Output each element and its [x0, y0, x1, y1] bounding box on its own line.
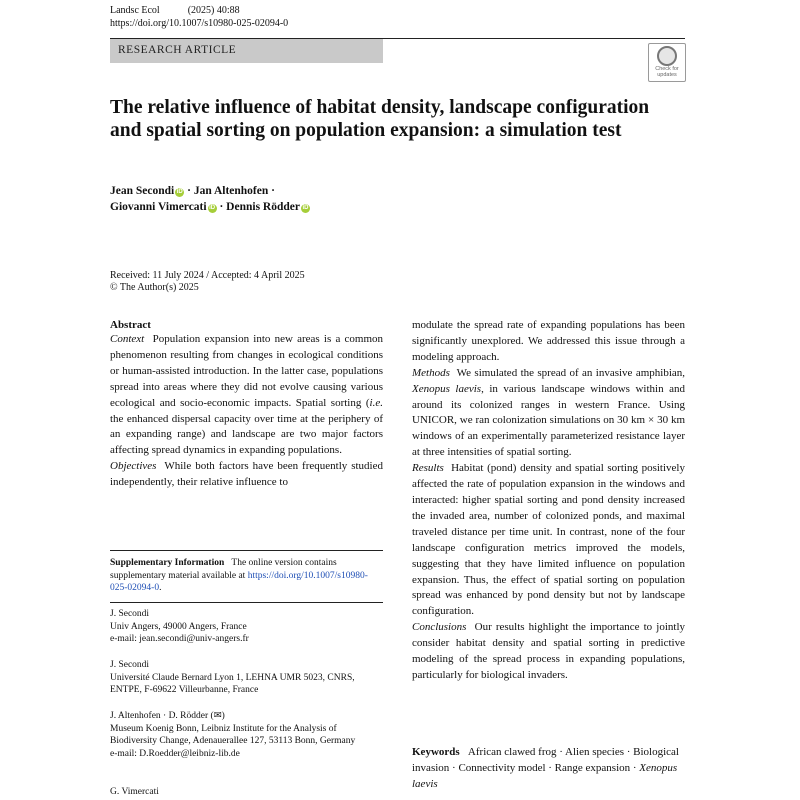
footnote-rule: [110, 550, 383, 551]
author-4[interactable]: Dennis Rödder: [226, 201, 300, 213]
abstract-objectives: Objectives While both factors have been frequently studied independently, their relative influence to: [110, 460, 383, 489]
abstract-left: [110, 318, 383, 491]
email-1[interactable]: e-mail: jean.secondi@univ-angers.fr: [110, 634, 249, 644]
journal-volume: (2025) 40:88: [187, 5, 240, 16]
affiliation-1: J. Secondi Univ Angers, 49000 Angers, France e-mail: jean.secondi@univ-angers.fr: [110, 608, 383, 646]
keywords: Keywords African clawed frog · Alien species · Biological invasion · Connectivity model · Range expansion · Xenopus laevis: [412, 746, 679, 790]
envelope-icon[interactable]: ✉: [213, 711, 222, 721]
abstract-conclusions: Conclusions Our results highlight the importance to jointly consider habitat density and spatial sorting in predictive modeling of the spread process in expanding populations, particularly for biological invaders.: [412, 621, 686, 681]
check-updates-icon: [657, 46, 677, 66]
badge-line2: updates: [657, 72, 677, 78]
check-for-updates-badge[interactable]: [648, 43, 686, 82]
article-type-banner: [110, 39, 383, 63]
abstract-right: [412, 318, 685, 684]
affiliation-3: J. Altenhofen · D. Rödder (✉) Museum Koenig Bonn, Leibniz Institute for the Analysis of Biodiversity Change, Adenauerallee 127, 53113 Bonn, Germany e-mail: D.Roedder@leibniz-lib.de: [110, 710, 383, 760]
received-accepted: Received: 11 July 2024 / Accepted: 4 April 2025: [110, 270, 305, 281]
doi-header[interactable]: https://doi.org/10.1007/s10980-025-02094-0: [110, 18, 289, 29]
abstract-context: Context Population expansion into new areas is a common phenomenon resulting from changes in ecological conditions or human-assisted introduction. In the latter case, populations spread into areas where they did not evolve causing various ecological and socio-economic impacts. Spatial sorting (i.e. the enhanced dispersal capacity over time at the periphery of an expanding range) and landscape are two major factors affecting spread dynamics in expanding populations.: [110, 333, 384, 457]
affiliation-4: G. Vimercati: [110, 787, 159, 797]
email-3[interactable]: e-mail: D.Roedder@leibniz-lib.de: [110, 748, 240, 759]
publication-dates: [110, 270, 305, 294]
affiliation-2: J. Secondi Université Claude Bernard Lyon 1, LEHNA UMR 5023, CNRS, ENTPE, F-69622 Villeurbanne, France: [110, 660, 355, 695]
author-3[interactable]: Giovanni Vimercati: [110, 201, 207, 213]
copyright: © The Author(s) 2025: [110, 282, 199, 293]
orcid-icon[interactable]: iD: [302, 205, 309, 211]
orcid-icon[interactable]: iD: [209, 205, 216, 211]
supplementary-link[interactable]: https://doi.org/10.1007/s10980-025-02094-0: [110, 570, 368, 593]
abstract-heading: Abstract: [110, 319, 151, 331]
abstract-results: Results Habitat (pond) density and spatial sorting positively affected the rate of population expansion in the windows and interacted: higher spatial sorting and pond density increased the invaded area, number of colonized ponds, and maximal traveled distance per time unit. In contrast, none of the four landscape configuration metrics improved the models, suggesting that they have limited influence on population expansion. Thus, the effect of spatial sorting on population spread was enhanced by pond density but not by landscape configuration.: [412, 462, 685, 618]
journal-header: [110, 4, 240, 17]
orcid-icon[interactable]: iD: [176, 189, 183, 195]
badge-line1: Check for: [655, 66, 679, 72]
abstract-methods: Methods We simulated the spread of an invasive amphibian, Xenopus laevis, in various landscape windows within and around its colonized ranges in western France. Using UNICOR, we ran colonization simulations on 30 km × 30 km windows of an experimentally parameterized resistance layer at three intensities of spatial sorting.: [412, 366, 686, 459]
journal-name: Landsc Ecol: [110, 5, 160, 16]
abstract-objectives-cont: modulate the spread rate of expanding populations has been significantly unexplored. We addressed this issue through a modeling approach.: [412, 319, 685, 363]
article-type-label: RESEARCH ARTICLE: [118, 44, 237, 56]
author-1[interactable]: Jean Secondi: [110, 185, 175, 197]
supplementary-info: Supplementary Information The online version contains supplementary material available at https://doi.org/10.1007/s10980-025-02094-0.: [110, 558, 368, 593]
author-2[interactable]: Jan Altenhofen: [193, 185, 269, 197]
affiliation-rule: [110, 602, 383, 603]
article-title: The relative influence of habitat density, landscape configuration and spatial sorting on population expansion: a simulation test: [110, 97, 650, 141]
author-list: Jean Secondi iD · Jan Altenhofen · Giovanni Vimercati iD · Dennis Rödder iD: [110, 185, 309, 213]
